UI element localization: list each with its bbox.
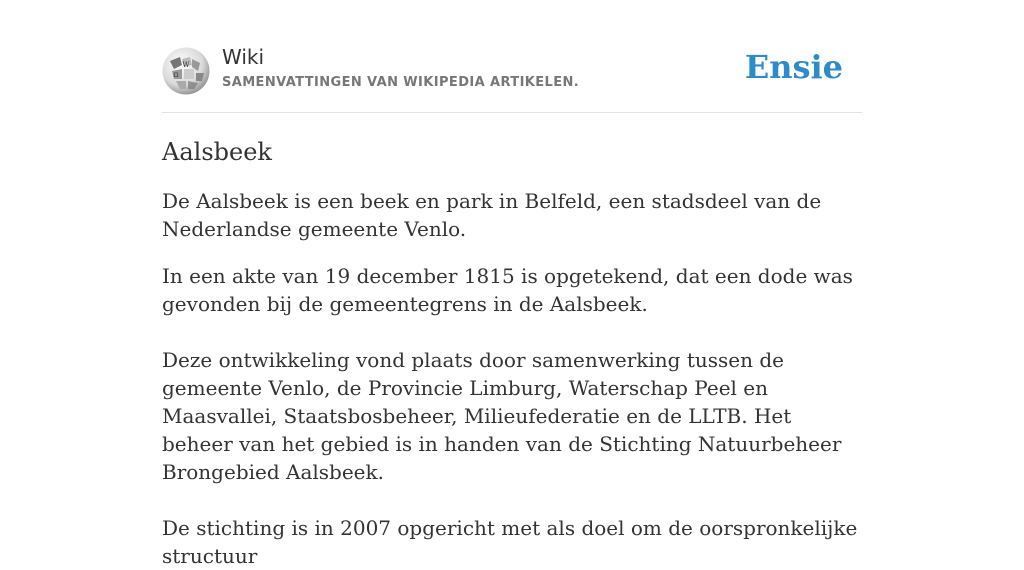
site-title[interactable]: Wiki	[222, 45, 265, 69]
article-content	[162, 187, 862, 570]
page	[162, 0, 862, 570]
svg-text:Ω: Ω	[173, 72, 179, 79]
article-paragraph: In een akte van 19 december 1815 is opgetekend, dat een dode was gevonden bij de gemeentegrens in de Aalsbeek.	[162, 264, 853, 316]
article-title: Aalsbeek	[162, 138, 272, 166]
wikipedia-globe-icon[interactable]	[162, 47, 210, 95]
site-tagline: SAMENVATTINGEN VAN WIKIPEDIA ARTIKELEN.	[222, 75, 580, 90]
ensie-brand-link[interactable]: Ensie	[744, 48, 843, 86]
site-header	[162, 0, 862, 113]
svg-text:W: W	[182, 61, 190, 69]
article-paragraph: De stichting is in 2007 opgericht met als doel om de oorspronkelijke structuur	[162, 516, 858, 568]
article-paragraph: De Aalsbeek is een beek en park in Belfeld, een stadsdeel van de Nederlandse gemeente Venlo.	[162, 189, 822, 241]
article-paragraph: Deze ontwikkeling vond plaats door samenwerking tussen de gemeente Venlo, de Provincie Limburg, Waterschap Peel en Maasvallei, Staatsbosbeheer, Milieufederatie en de LLTB. Het beheer van het gebied is in handen van de Stichting Natuurbeheer Brongebied Aalsbeek.	[162, 348, 842, 484]
